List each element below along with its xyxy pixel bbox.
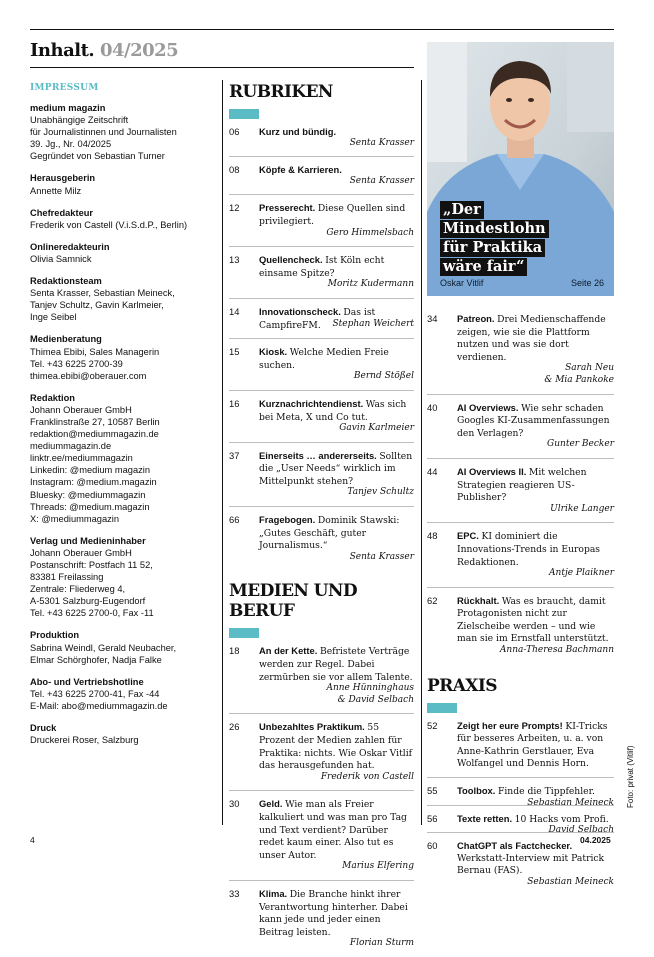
toc-entry-author: Antje Plaikner <box>549 568 614 579</box>
toc-entry-teaser: Wie man als Freier kalkuliert und was man pro Tag und Text verdient? Darüber redet kaum einer. Also tut es unser Autor. <box>259 799 407 861</box>
impressum-line: 83381 Freilassing <box>30 572 104 583</box>
toc-entry-title: Toolbox. <box>457 785 496 797</box>
toc-entry-title: Klima. <box>259 887 288 899</box>
toc-entry-body <box>457 313 614 363</box>
toc-entry-author: Senta Krasser <box>349 175 414 186</box>
toc-page-number: 62 <box>427 594 438 606</box>
toc-entry-author: Ulrike Langer <box>550 503 614 514</box>
toc-entry-author: Moritz Kudermann <box>327 279 414 290</box>
toc-entry-author: Anna-Theresa Bachmann <box>499 645 614 656</box>
toc-entry-title: Presserecht. <box>259 202 316 214</box>
impressum-line: Olivia Samnick <box>30 253 92 264</box>
toc-entry[interactable] <box>229 398 414 443</box>
toc-entry-author: Anne Hünninghaus <box>326 683 414 694</box>
toc-entry[interactable] <box>427 595 614 664</box>
impressum-section <box>30 102 215 162</box>
impressum-line: Threads: @medium.magazin <box>30 501 150 512</box>
toc-entry-body <box>259 306 414 331</box>
impressum-line: Elmar Schörghofer, Nadja Falke <box>30 654 162 665</box>
toc-entry[interactable] <box>229 346 414 391</box>
section-accent-bar <box>229 628 259 638</box>
toc-entry-title: Unbezahltes Praktikum. <box>259 721 365 733</box>
pull-quote: „Der Mindestlohn für Praktika wäre fair“ <box>440 201 549 277</box>
toc-entry-body <box>457 785 614 808</box>
toc-entry-title: Köpfe & Karrieren. <box>259 164 342 176</box>
impressum-line: Frederik von Castell (V.i.S.d.P., Berlin) <box>30 219 188 230</box>
impressum-section <box>30 722 215 746</box>
toc-page-number: 14 <box>229 305 240 317</box>
toc-page-number: 06 <box>229 126 240 137</box>
toc-page-number: 44 <box>427 465 438 477</box>
impressum-line: Tel. +43 6225 2700-41, Fax -44 <box>30 688 160 699</box>
toc-entry-author: Gavin Karlmeier <box>339 423 414 434</box>
toc-middle-column <box>229 82 414 957</box>
toc-entry-title: Zeigt her eure Prompts! <box>457 719 563 731</box>
impressum-line: thimea.ebibi@oberauer.com <box>30 370 147 381</box>
photo-caption: Oskar Vitlif Seite 26 <box>440 278 604 288</box>
toc-entry-title: AI Overviews. <box>457 401 519 413</box>
toc-entry-teaser: Dominik Stawski: „Gutes Geschäft, guter Journalismus.“ <box>259 515 400 552</box>
impressum-line: Tel. +43 6225 2700-39 <box>30 358 123 369</box>
impressum-section-heading: medium magazin <box>30 103 106 113</box>
toc-page-number: 15 <box>229 346 240 358</box>
toc-page-number: 16 <box>229 397 240 409</box>
toc-entry[interactable] <box>229 450 414 507</box>
impressum-line: Gegründet von Sebastian Turner <box>30 151 165 162</box>
impressum-line: Druckerei Roser, Salzburg <box>30 735 139 746</box>
toc-entry-teaser: 55 Prozent der Medien zahlen für Praktika: nichts. Wie Oskar Vitlif das herausgefunden hat. <box>259 722 413 772</box>
impressum-line: Zentrale: Fliederweg 4, <box>30 584 126 595</box>
impressum-line: E-Mail: abo@mediummagazin.de <box>30 700 168 711</box>
toc-entry-title: Einerseits … andererseits. <box>259 449 377 461</box>
impressum-line: 39. Jg., Nr. 04/2025 <box>30 139 112 150</box>
toc-entry-teaser: 10 Hacks vom Profi. <box>514 813 609 825</box>
toc-entry-title: Fragebogen. <box>259 514 316 526</box>
impressum-section-heading: Abo- und Vertriebshotline <box>30 676 144 687</box>
toc-entry[interactable] <box>427 402 614 459</box>
toc-entry-author: Senta Krasser <box>349 137 414 148</box>
toc-page-number: 12 <box>229 202 240 214</box>
impressum-section-heading: Redaktionsteam <box>30 276 102 287</box>
impressum-section <box>30 207 215 231</box>
impressum-line: Tel. +43 6225 2700-0, Fax -11 <box>30 608 154 619</box>
impressum-line: Inge Seibel <box>30 312 77 323</box>
caption-page: Seite 26 <box>570 278 604 288</box>
impressum-line: X: @mediummagazin <box>30 513 120 524</box>
impressum-line: redaktion@mediummagazin.de <box>30 429 159 440</box>
title-rule <box>30 67 414 68</box>
toc-entry-body <box>457 595 614 645</box>
toc-entry-title: Patreon. <box>457 313 495 324</box>
toc-page-number: 30 <box>229 798 240 810</box>
toc-page-number: 56 <box>427 812 438 824</box>
column-divider <box>421 80 422 825</box>
toc-page-number: 66 <box>229 514 240 526</box>
toc-entry-author: Sebastian Meineck <box>527 797 614 808</box>
page-number: 4 <box>30 835 35 845</box>
impressum-line: Franklinstraße 27, 10587 Berlin <box>30 416 160 427</box>
toc-entry-author-2: & David Selbach <box>337 694 414 705</box>
impressum-section <box>30 676 215 712</box>
toc-entry-body <box>259 450 414 488</box>
toc-entry-author-2: & Mia Pankoke <box>544 374 614 385</box>
toc-entry-teaser: Werkstatt-Interview mit Patrick Bernau (FAS). <box>457 852 605 877</box>
impressum-section-heading: Chefredakteur <box>30 207 94 218</box>
toc-entry-teaser: Das ist CampfireFM. <box>259 306 376 331</box>
top-rule <box>30 29 614 30</box>
toc-entry-title: Kurz und bündig. <box>259 126 337 137</box>
impressum-section <box>30 629 215 665</box>
toc-entry-body <box>457 402 614 440</box>
toc-entry-teaser: KI-Tricks für besseres Arbeiten, u. a. von Anne-Kathrin Gerstlauer, Eva Wolfangel und Dennis Horn. <box>457 720 608 770</box>
impressum-section <box>30 275 215 323</box>
toc-entry[interactable] <box>427 785 614 806</box>
impressum-section-heading: Medienberatung <box>30 334 102 345</box>
toc-entry-body <box>457 466 614 504</box>
toc-entry-title: Innovationscheck. <box>259 305 341 317</box>
toc-entry[interactable] <box>229 202 414 247</box>
toc-page-number: 26 <box>229 721 240 733</box>
impressum <box>30 83 215 756</box>
impressum-line: mediummagazin.de <box>30 441 112 452</box>
toc-entry-teaser: Ist Köln echt einsame Spitze? <box>259 255 385 279</box>
toc-entry[interactable] <box>229 645 414 714</box>
toc-entry-author: Senta Krasser <box>349 551 414 562</box>
impressum-section <box>30 172 215 196</box>
toc-entry-title: An der Kette. <box>259 645 318 657</box>
toc-entry[interactable] <box>427 466 614 523</box>
section-title-praxis: PRAXIS <box>427 675 497 696</box>
toc-entry-title: AI Overviews II. <box>457 465 527 477</box>
toc-page-number: 60 <box>427 840 438 852</box>
toc-entry[interactable] <box>229 254 414 299</box>
toc-entry-teaser: Diese Quellen sind privilegiert. <box>259 203 406 227</box>
impressum-section-heading: Produktion <box>30 630 80 641</box>
toc-page-number: 33 <box>229 887 240 899</box>
impressum-line: Tanjev Schultz, Gavin Karlmeier, <box>30 300 164 311</box>
toc-entry[interactable] <box>229 514 414 570</box>
toc-page-number: 34 <box>427 313 438 324</box>
impressum-line: Unabhängige Zeitschrift <box>30 115 129 126</box>
toc-entry[interactable] <box>427 313 614 395</box>
impressum-line: Postanschrift: Postfach 11 52, <box>30 560 153 570</box>
section-title-rubriken: RUBRIKEN <box>229 82 333 102</box>
toc-entry-title: Geld. <box>259 798 283 810</box>
toc-right-column <box>427 306 614 896</box>
toc-entry-author: Gunter Becker <box>547 439 614 450</box>
toc-entry[interactable] <box>427 813 614 834</box>
toc-entry-teaser: Mit welchen Strategien reagieren US-Publisher? <box>457 466 587 504</box>
toc-entry-teaser: Die Branche hinkt ihrer Verantwortung hinterher. Dabei kann jede und jeder einen Beitrag leisten. <box>259 888 408 938</box>
toc-entry-title: EPC. <box>457 530 479 542</box>
impressum-section <box>30 535 215 620</box>
toc-page-number: 40 <box>427 401 438 413</box>
toc-entry-title: Texte retten. <box>457 812 513 824</box>
footer-issue: 04.2025 <box>580 835 611 845</box>
impressum-section-heading: Herausgeberin <box>30 173 96 184</box>
toc-entry-teaser: Was sich bei Meta, X und Co tut. <box>259 398 407 423</box>
toc-entry-body <box>259 645 414 683</box>
toc-entry-title: Kiosk. <box>259 346 288 358</box>
toc-entry[interactable] <box>229 306 414 339</box>
toc-page-number: 13 <box>229 254 240 266</box>
toc-entry[interactable] <box>229 721 414 791</box>
page-title: Inhalt. 04/2025 <box>30 40 179 61</box>
toc-entry-teaser: Was es braucht, damit Protagonisten nicht zur Zielscheibe werden – und wie man sie im Ernstfall unterstützt. <box>457 595 609 645</box>
toc-entry-body <box>259 798 414 861</box>
impressum-line: Linkedin: @medium magazin <box>30 465 151 476</box>
toc-entry-teaser: Welche Medien Freie suchen. <box>259 347 389 371</box>
impressum-section-heading: Druck <box>30 723 57 734</box>
toc-entry-title: ChatGPT als Factchecker. <box>457 840 573 852</box>
toc-entry-body <box>259 346 414 371</box>
toc-entry-body <box>259 164 414 176</box>
toc-page-number: 37 <box>229 449 240 461</box>
toc-entry[interactable] <box>427 840 614 895</box>
section-title-medien: MEDIEN UND BERUF <box>229 581 357 622</box>
impressum-heading: IMPRESSUM <box>30 83 99 93</box>
toc-page-number: 52 <box>427 719 438 731</box>
impressum-section-heading: Onlineredakteurin <box>30 241 110 252</box>
toc-entry-body <box>259 202 414 227</box>
impressum-line: Instagram: @medium.magazin <box>30 477 157 488</box>
toc-entry[interactable] <box>427 530 614 587</box>
toc-entry-teaser: Wie sehr schaden Googles KI-Zusammenfassungen den Verlagen? <box>457 402 610 439</box>
toc-entry-author: Marius Elfering <box>342 861 414 872</box>
toc-entry-author: David Selbach <box>548 825 614 836</box>
impressum-section <box>30 392 215 525</box>
toc-entry-teaser: KI dominiert die Innovations-Trends in Europas Redaktionen. <box>457 531 601 568</box>
toc-page-number: 18 <box>229 645 240 657</box>
toc-entry-body <box>457 530 614 568</box>
toc-entry-teaser: Finde die Tippfehler. <box>497 786 595 798</box>
impressum-line: Bluesky: @mediummagazin <box>30 489 146 500</box>
cover-photo <box>427 42 614 296</box>
toc-entry-body <box>457 812 614 836</box>
impressum-section-heading: Redaktion <box>30 392 75 403</box>
impressum-section <box>30 333 215 381</box>
toc-entry-teaser: Sollten die „User Needs“ wirklich im Mittelpunkt stehen? <box>259 450 413 487</box>
toc-entry[interactable] <box>229 888 414 957</box>
impressum-line: Senta Krasser, Sebastian Meineck, <box>30 288 175 299</box>
impressum-section <box>30 241 215 265</box>
section-accent-bar <box>427 703 457 713</box>
toc-entry[interactable] <box>229 126 414 157</box>
toc-page-number: 48 <box>427 530 438 542</box>
toc-entry-body <box>259 514 414 552</box>
toc-page-number: 55 <box>427 785 438 797</box>
impressum-line: Thimea Ebibi, Sales Managerin <box>30 346 160 357</box>
toc-entry-title: Quellencheck. <box>259 254 323 266</box>
photo-credit: Foto: privat (Vitlif) <box>626 745 635 808</box>
toc-page-number: 08 <box>229 164 240 176</box>
toc-entry-body <box>259 126 414 138</box>
toc-entry-body <box>259 254 414 279</box>
impressum-line: Johann Oberauer GmbH <box>30 547 132 558</box>
impressum-section-heading: Verlag und Medieninhaber <box>30 535 146 546</box>
toc-entry[interactable] <box>229 164 414 195</box>
toc-entry-body <box>457 840 614 877</box>
toc-entry-title: Rückhalt. <box>457 594 500 606</box>
column-divider <box>222 80 223 825</box>
toc-entry-body <box>259 398 414 423</box>
section-accent-bar <box>229 109 259 119</box>
impressum-line: Sabrina Weindl, Gerald Neubacher, <box>30 642 177 653</box>
toc-entry-author: Frederik von Castell <box>320 771 414 782</box>
impressum-line: A-5301 Salzburg-Eugendorf <box>30 596 146 607</box>
impressum-line: für Journalistinnen und Journalisten <box>30 127 177 138</box>
toc-entry-teaser: Drei Medienschaffende zeigen, wie sie die Plattform nutzen und was sie dort verdienen. <box>457 314 606 363</box>
toc-entry-author: Sarah Neu <box>565 363 614 374</box>
impressum-line: Johann Oberauer GmbH <box>30 404 132 415</box>
toc-entry-author: Stephan Weichert <box>332 318 414 329</box>
toc-entry[interactable] <box>229 798 414 881</box>
toc-entry-author: Bernd Stößel <box>353 371 414 382</box>
impressum-line: linktr.ee/mediummagazin <box>30 453 133 464</box>
toc-entry-body <box>259 888 414 938</box>
toc-entry-author: Florian Sturm <box>349 938 414 949</box>
toc-entry[interactable] <box>427 720 614 778</box>
toc-entry-title: Kurznachrichtendienst. <box>259 397 364 409</box>
toc-entry-author: Tanjev Schultz <box>347 487 414 498</box>
toc-entry-author: Sebastian Meineck <box>527 877 614 887</box>
issue-number: 04/2025 <box>99 40 179 61</box>
toc-entry-teaser: Befristete Verträge werden zur Regel. Dabei zermürben sie vor allem Talente. <box>259 646 413 683</box>
toc-entry-body <box>259 721 414 771</box>
toc-entry-body <box>457 720 614 770</box>
impressum-line: Annette Milz <box>30 185 82 196</box>
toc-entry-author: Gero Himmelsbach <box>326 227 414 238</box>
